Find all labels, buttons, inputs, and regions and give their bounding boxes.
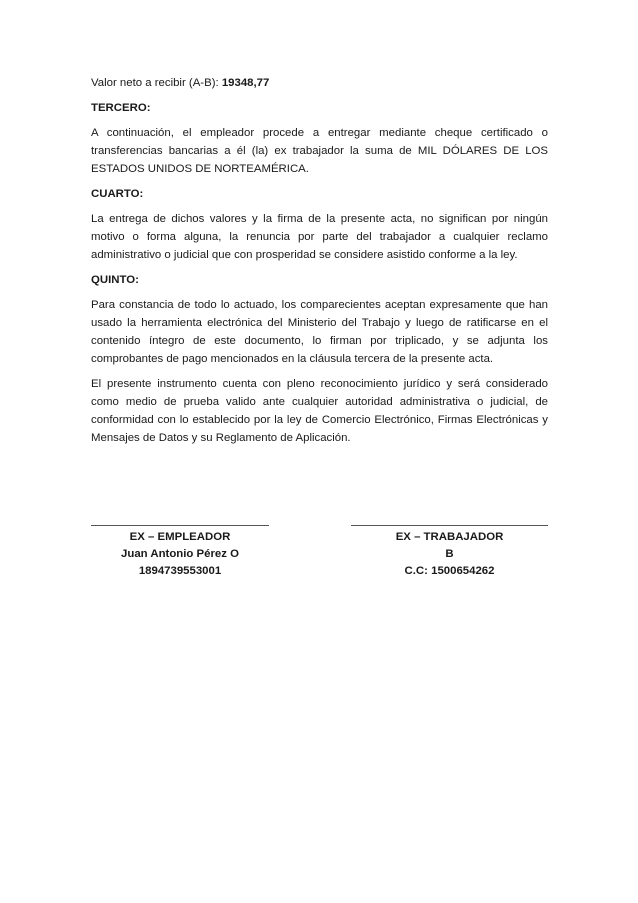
employer-id: 1894739553001: [138, 565, 222, 577]
employer-role: EX – EMPLEADOR: [129, 531, 231, 543]
section-quinto-text: Para constancia de todo lo actuado, los comparecientes aceptan expresamente que han usado la herramienta electrónica del Ministerio del Trabajo y luego de ratificarse en el contenido íntegro de este documento, lo firman por triplicado, y se adjunta los comprobantes de pago mencionados en la cláusula tercera de la presente acta.: [91, 299, 548, 365]
net-value-amount: 19348,77: [221, 77, 270, 89]
section-tercero-heading: TERCERO:: [91, 102, 151, 114]
section-cuarto-text: La entrega de dichos valores y la firma de la presente acta, no significan por ningún motivo o forma alguna, la renuncia por parte del trabajador a cualquier reclamo administrativo o judicial que con prosperidad se considere asistido conforme a la ley.: [91, 213, 548, 261]
worker-name: B: [445, 548, 454, 560]
employer-signature-line: [91, 525, 269, 526]
net-value-label: Valor neto a recibir (A-B):: [91, 77, 222, 89]
closing-paragraph: El presente instrumento cuenta con pleno reconocimiento jurídico y será considerado como medio de prueba valido ante cualquier autoridad administrativa o judicial, de conformidad con lo establecido por la ley de Comercio Electrónico, Firmas Electrónicas y Mensajes de Datos y su Reglamento de Aplicación.: [91, 378, 548, 444]
worker-role: EX – TRABAJADOR: [395, 531, 504, 543]
worker-signature-line: [351, 525, 548, 526]
worker-signature-block: [351, 525, 548, 580]
section-tercero-text: A continuación, el empleador procede a entregar mediante cheque certificado o transferencias bancarias a él (la) ex trabajador la suma de MIL DÓLARES DE LOS ESTADOS UNIDOS DE NORTEAMÉRICA.: [91, 127, 548, 175]
employer-signature-block: [91, 525, 269, 580]
net-value-line: [91, 74, 548, 92]
section-quinto-heading: QUINTO:: [91, 274, 139, 286]
employer-name: Juan Antonio Pérez O: [121, 548, 239, 560]
worker-id: C.C: 1500654262: [404, 565, 495, 577]
document-body: [91, 74, 548, 454]
section-cuarto-heading: CUARTO:: [91, 188, 144, 200]
